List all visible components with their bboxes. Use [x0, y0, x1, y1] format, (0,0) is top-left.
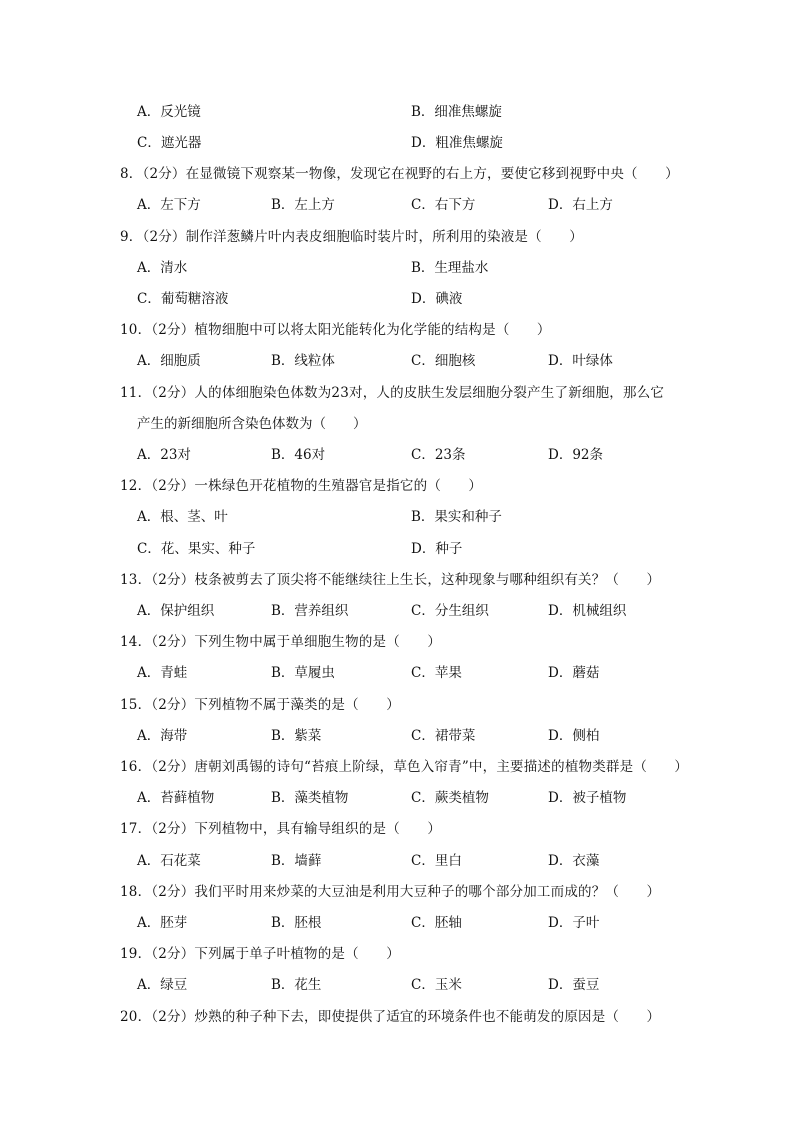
option-choice: A．青蛙 — [137, 665, 188, 681]
question-text: 11．（2分）人的体细胞染色体数为23对，人的皮肤生发层细胞分裂产生了新细胞，那么它 — [120, 385, 665, 401]
option-choice: A．清水 — [137, 260, 188, 276]
option-choice: D．碘液 — [411, 291, 463, 307]
question-text: 13．（2分）枝条被剪去了顶尖将不能继续往上生长，这种现象与哪种组织有关？（ ） — [120, 572, 661, 588]
option-choice: D．衣藻 — [548, 853, 600, 869]
question-line — [0, 943, 794, 965]
question-text: 20．（2分）炒熟的种子种下去，即使提供了适宜的环境条件也不能萌发的原因是（ ） — [120, 1009, 661, 1025]
option-choice: C．23条 — [411, 447, 466, 463]
question-line — [0, 569, 794, 591]
option-choice: C．里白 — [411, 853, 462, 869]
option-row — [0, 101, 794, 123]
option-choice: B．果实和种子 — [411, 509, 502, 525]
option-choice: B．线粒体 — [271, 353, 335, 369]
option-row — [0, 600, 794, 622]
option-choice: C．细胞核 — [411, 353, 476, 369]
question-text: 15．（2分）下列植物不属于藻类的是（ ） — [120, 697, 400, 713]
option-choice: D．蘑菇 — [548, 665, 600, 681]
question-line — [0, 818, 794, 840]
option-choice: B．生理盐水 — [411, 260, 489, 276]
option-choice: B．草履虫 — [271, 665, 335, 681]
question-text: 9．（2分）制作洋葱鳞片叶内表皮细胞临时装片时，所利用的染液是（ ） — [120, 229, 583, 245]
option-choice: D．机械组织 — [548, 603, 627, 619]
option-choice: A．反光镜 — [137, 104, 201, 120]
question-text: 12．（2分）一株绿色开花植物的生殖器官是指它的（ ） — [120, 478, 483, 494]
option-choice: B．藻类植物 — [271, 790, 349, 806]
option-choice: D．蚕豆 — [548, 977, 600, 993]
option-choice: B．紫菜 — [271, 728, 322, 744]
option-row — [0, 787, 794, 809]
option-choice: B．墙藓 — [271, 853, 322, 869]
option-choice: A．胚芽 — [137, 915, 188, 931]
option-choice: C．蕨类植物 — [411, 790, 489, 806]
option-choice: A．23对 — [137, 447, 191, 463]
option-choice: A．左下方 — [137, 197, 201, 213]
option-choice: C．遮光器 — [137, 135, 202, 151]
question-text: 8．（2分）在显微镜下观察某一物像，发现它在视野的右上方，要使它移到视野中央（ ） — [120, 166, 679, 182]
option-choice: D．右上方 — [548, 197, 613, 213]
option-choice: C．右下方 — [411, 197, 476, 213]
option-choice: A．苔藓植物 — [137, 790, 215, 806]
option-choice: C．玉米 — [411, 977, 462, 993]
option-row — [0, 725, 794, 747]
question-line — [0, 756, 794, 778]
option-row — [0, 444, 794, 466]
option-choice: A．石花菜 — [137, 853, 201, 869]
question-line — [0, 382, 794, 404]
option-choice: B．胚根 — [271, 915, 322, 931]
option-row — [0, 257, 794, 279]
question-text: 14．（2分）下列生物中属于单细胞生物的是（ ） — [120, 634, 442, 650]
option-row — [0, 974, 794, 996]
option-row — [0, 538, 794, 560]
question-text: 18．（2分）我们平时用来炒菜的大豆油是利用大豆种子的哪个部分加工而成的？（ ） — [120, 884, 661, 900]
question-line — [0, 163, 794, 185]
option-row — [0, 662, 794, 684]
question-text: 16．（2分）唐朝刘禹锡的诗句“苔痕上阶绿，草色入帘青”中，主要描述的植物类群是（ ） — [120, 759, 689, 775]
option-row — [0, 194, 794, 216]
option-choice: D．子叶 — [548, 915, 600, 931]
option-choice: A．绿豆 — [137, 977, 188, 993]
option-choice: B．左上方 — [271, 197, 335, 213]
option-choice: B．花生 — [271, 977, 322, 993]
option-choice: B．46对 — [271, 447, 326, 463]
option-row — [0, 506, 794, 528]
question-line — [0, 1006, 794, 1028]
option-choice: C．胚轴 — [411, 915, 462, 931]
question-text: 10．（2分）植物细胞中可以将太阳光能转化为化学能的结构是（ ） — [120, 322, 551, 338]
option-choice: C．花、果实、种子 — [137, 541, 256, 557]
question-text: 17．（2分）下列植物中，具有输导组织的是（ ） — [120, 821, 442, 837]
option-choice: C．葡萄糖溶液 — [137, 291, 229, 307]
question-line — [0, 319, 794, 341]
question-line — [0, 226, 794, 248]
option-choice: C．裙带菜 — [411, 728, 476, 744]
option-choice: A．海带 — [137, 728, 188, 744]
option-choice: D．侧柏 — [548, 728, 600, 744]
option-choice: D．粗准焦螺旋 — [411, 135, 503, 151]
option-choice: A．保护组织 — [137, 603, 215, 619]
question-continuation — [0, 413, 794, 435]
option-row — [0, 288, 794, 310]
question-line — [0, 631, 794, 653]
question-text: 产生的新细胞所含染色体数为（ ） — [137, 416, 367, 432]
question-line — [0, 881, 794, 903]
option-choice: A．细胞质 — [137, 353, 201, 369]
option-row — [0, 912, 794, 934]
option-choice: B．细准焦螺旋 — [411, 104, 502, 120]
option-choice: B．营养组织 — [271, 603, 349, 619]
option-choice: A．根、茎、叶 — [137, 509, 228, 525]
option-choice: D．92条 — [548, 447, 604, 463]
option-choice: D．被子植物 — [548, 790, 627, 806]
option-choice: D．叶绿体 — [548, 353, 613, 369]
option-row — [0, 132, 794, 154]
option-row — [0, 350, 794, 372]
question-line — [0, 694, 794, 716]
question-text: 19．（2分）下列属于单子叶植物的是（ ） — [120, 946, 400, 962]
question-line — [0, 475, 794, 497]
option-row — [0, 850, 794, 872]
option-choice: C．苹果 — [411, 665, 462, 681]
option-choice: D．种子 — [411, 541, 463, 557]
option-choice: C．分生组织 — [411, 603, 489, 619]
